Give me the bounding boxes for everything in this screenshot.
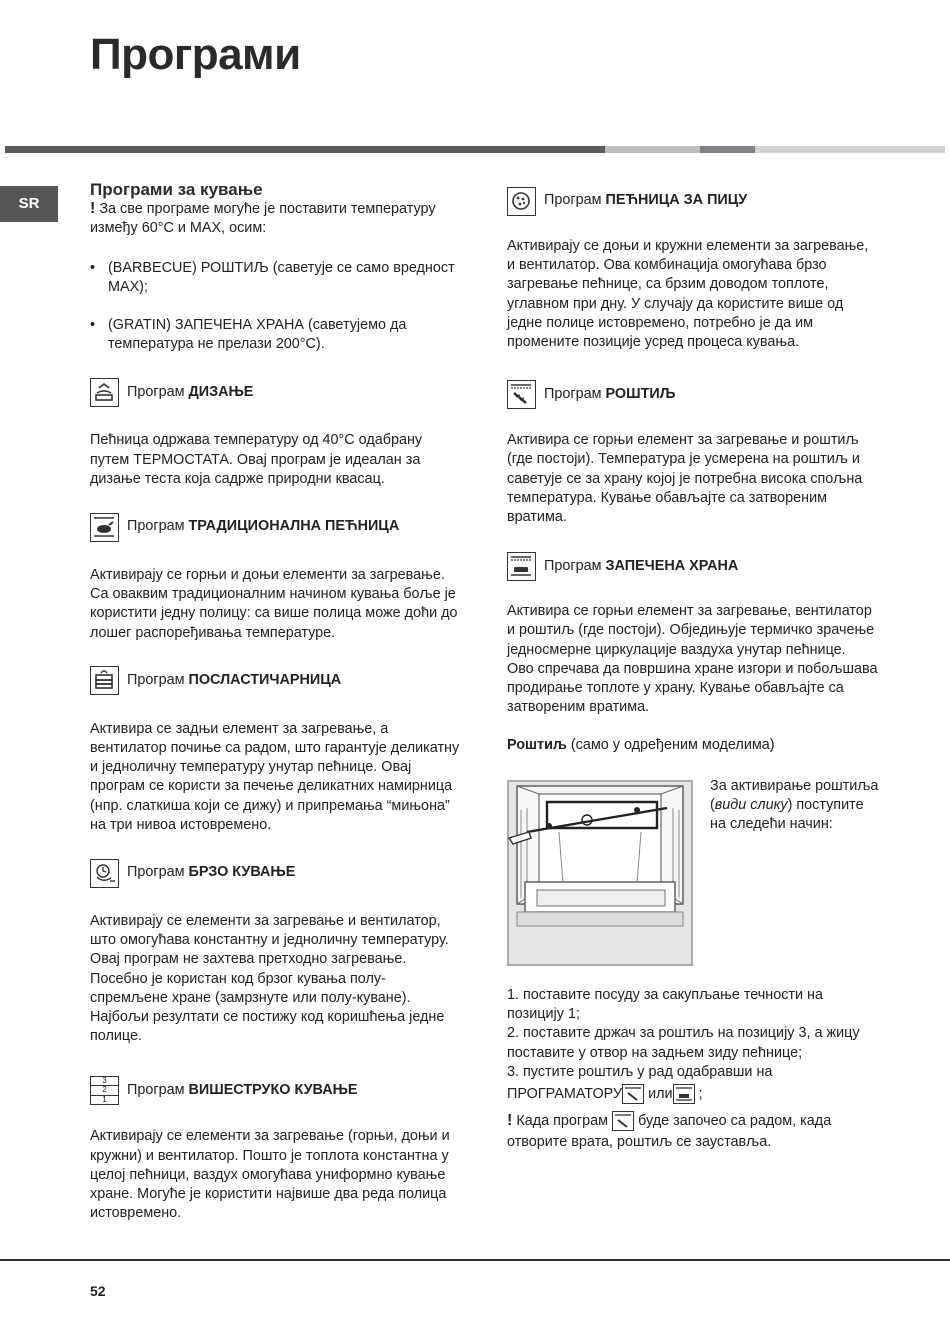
language-tab: SR [0, 186, 58, 222]
fast-cooking-icon [90, 859, 119, 888]
list-item: • (BARBECUE) РОШТИЉ (саветује се само вредност MAX); [90, 259, 462, 297]
pastry-icon [90, 666, 119, 695]
program-name: РОШТИЉ [605, 385, 676, 402]
program-description: Пећница одржава температуру од 40°C одабрану путем ТЕРМОСТАТА. Овај програм је идеалан за дизање теста која садрже природни квасац. [90, 432, 423, 487]
program-prefix: Програм [127, 1081, 185, 1098]
grill-icon [612, 1111, 634, 1131]
intro-paragraph [90, 199, 462, 238]
footer-divider [0, 1259, 950, 1261]
program-prefix: Програм [127, 864, 185, 881]
step-item-cont [507, 1084, 879, 1104]
program-name: БРЗО КУВАЊЕ [188, 864, 296, 881]
program-prefix: Програм [127, 383, 185, 400]
program-heading-pizza [507, 186, 879, 216]
program-prefix: Програм [544, 385, 602, 402]
program-prefix: Програм [127, 518, 185, 535]
rotisserie-illustration [507, 780, 693, 966]
intro-text: За све програме могуће је поставити температуру између 60°C и MAX, осим: [90, 201, 436, 237]
page-title: Програми [90, 30, 301, 79]
program-heading-traditional [90, 512, 462, 542]
grill-icon [507, 380, 536, 409]
warning-text-b: буде започео са радом, када отворите врата, роштиљ се зауставља. [507, 1113, 832, 1151]
program-heading-fast [90, 858, 462, 888]
level-label: 1 [102, 1094, 107, 1104]
rotisserie-warning [507, 1110, 879, 1153]
warning-mark: ! [507, 1112, 513, 1130]
level-label: 2 [91, 1086, 118, 1096]
program-description: Активира се задњи елемент за загревање, а вентилатор почиње са радом, што гарантује деликатну и једноличну температуру унутар пећнице. Овај програм се користи за печење деликатних намирница (нпр. слаткиша који се дижу) и припремања “мињона” на три нивоа истовремено. [90, 720, 460, 833]
program-description: Активира се горњи елемент за загревање, вентилатор и роштиљ (где постоји). Обједињује термичко зрачење једносмерне циркулације ваздуха унутар пећнице. [507, 603, 875, 658]
header-bar-end [755, 146, 945, 153]
program-name: ТРАДИЦИОНАЛНА ПЕЋНИЦА [188, 518, 400, 535]
program-description: Активира се горњи елемент за загревање и роштиљ (где постоји). Температура је усмерена на роштиљ и саветује се за храну којој је потребна висока спољна температура. Кување обављајте са затвореним вратима. [507, 432, 863, 526]
section-heading: Програми за кување [90, 180, 263, 199]
programmer-label: ПРОГРАМАТОРУ [507, 1085, 623, 1102]
program-heading-rising [90, 377, 462, 407]
side-text-b: ) поступите на следећи начин: [710, 797, 864, 833]
semicolon: ; [698, 1085, 703, 1102]
level-label: 3 [91, 1077, 118, 1087]
program-name: ПОСЛАСТИЧАРНИЦА [188, 672, 342, 689]
rotisserie-side-text [710, 777, 880, 835]
program-heading-grill [507, 379, 879, 409]
rotisserie-steps [507, 986, 879, 1153]
or-text: или [648, 1085, 673, 1102]
program-name: ПЕЋНИЦА ЗА ПИЦУ [605, 192, 748, 209]
step-item: 2. поставите држач за роштиљ на позицију 3, а жицу поставите у отвор на задњем зиду пећнице; [507, 1025, 860, 1061]
side-text-a: За активирање роштиља ( [710, 778, 879, 814]
right-column [507, 186, 879, 756]
left-column [90, 180, 462, 1224]
step-item: 3. пустите роштиљ у рад одабравши на [507, 1063, 773, 1080]
rotisserie-title: Роштиљ [507, 737, 567, 754]
program-prefix: Програм [544, 192, 602, 209]
program-prefix: Програм [544, 557, 602, 574]
program-heading-pastry [90, 666, 462, 696]
program-description-cont: Ово спречава да површина хране изгори и побољшава продирање топлоте у храну. Кување обављајте са затвореним вратима. [507, 660, 878, 716]
program-prefix: Програм [127, 672, 185, 689]
traditional-oven-icon [90, 513, 119, 542]
page-number: 52 [90, 1283, 106, 1299]
program-heading-multi [90, 1075, 462, 1105]
header-bar-mid [700, 146, 755, 153]
program-name: ДИЗАЊЕ [188, 383, 254, 400]
gratin-icon [507, 552, 536, 581]
pizza-icon [507, 187, 536, 216]
gratin-icon [673, 1084, 695, 1104]
header-bar-light [605, 146, 700, 153]
side-instruction [710, 777, 880, 835]
program-description: Активирају се елементи за загревање (горњи, доњи и кружни) и вентилатор. Пошто је топлота константна у целој пећници, ваздух омогућава униформно кување хране. Могуће је користити највише два реда полица истовремено. [90, 1128, 450, 1222]
side-text-italic: види слику [714, 797, 788, 814]
program-name: ВИШЕСТРУКО КУВАЊЕ [188, 1081, 358, 1098]
grill-icon [622, 1084, 644, 1104]
warning-mark: ! [90, 200, 96, 218]
rotisserie-subtitle: (само у одређеним моделима) [570, 737, 775, 754]
program-heading-gratin [507, 551, 879, 581]
exception-list [90, 259, 462, 355]
rotisserie-heading [507, 736, 879, 755]
rising-icon [90, 378, 119, 407]
multi-cooking-icon [90, 1076, 119, 1105]
program-description: Активирају се горњи и доњи елементи за загревање. Са оваквим традиционалним начином кувања боље је користити једну полицу: са више полица може доћи до лошег распоређивања температуре. [90, 567, 458, 641]
program-description: Активирају се доњи и кружни елементи за загревање, и вентилатор. Ова комбинација омогућава брзо загревање пећнице, са брзим доводом топлоте, углавном при дну. У случају да користите више од једне полице истовремено, потребно је да им промените позиције усред процеса кувања. [507, 238, 869, 351]
step-item: 1. поставите посуду за сакупљање течности на позицију 1; [507, 987, 823, 1023]
list-item: • (GRATIN) ЗАПЕЧЕНА ХРАНА (саветујемо да температура не прелази 200°C). [90, 316, 462, 354]
warning-text-a: Када програм [516, 1113, 609, 1130]
program-name: ЗАПЕЧЕНА ХРАНА [605, 557, 739, 574]
header-bar-dark [5, 146, 605, 153]
program-description: Активирају се елементи за загревање и вентилатор, што омогућава константну и једноличну температуру. Овај програм не захтева претходно загревање. Посебно је користан код брзог кувања полу-спремљене хране (замрзнуте или полу-куване). Најбољи резултати се постижу код коришћења једне полице. [90, 913, 449, 1045]
